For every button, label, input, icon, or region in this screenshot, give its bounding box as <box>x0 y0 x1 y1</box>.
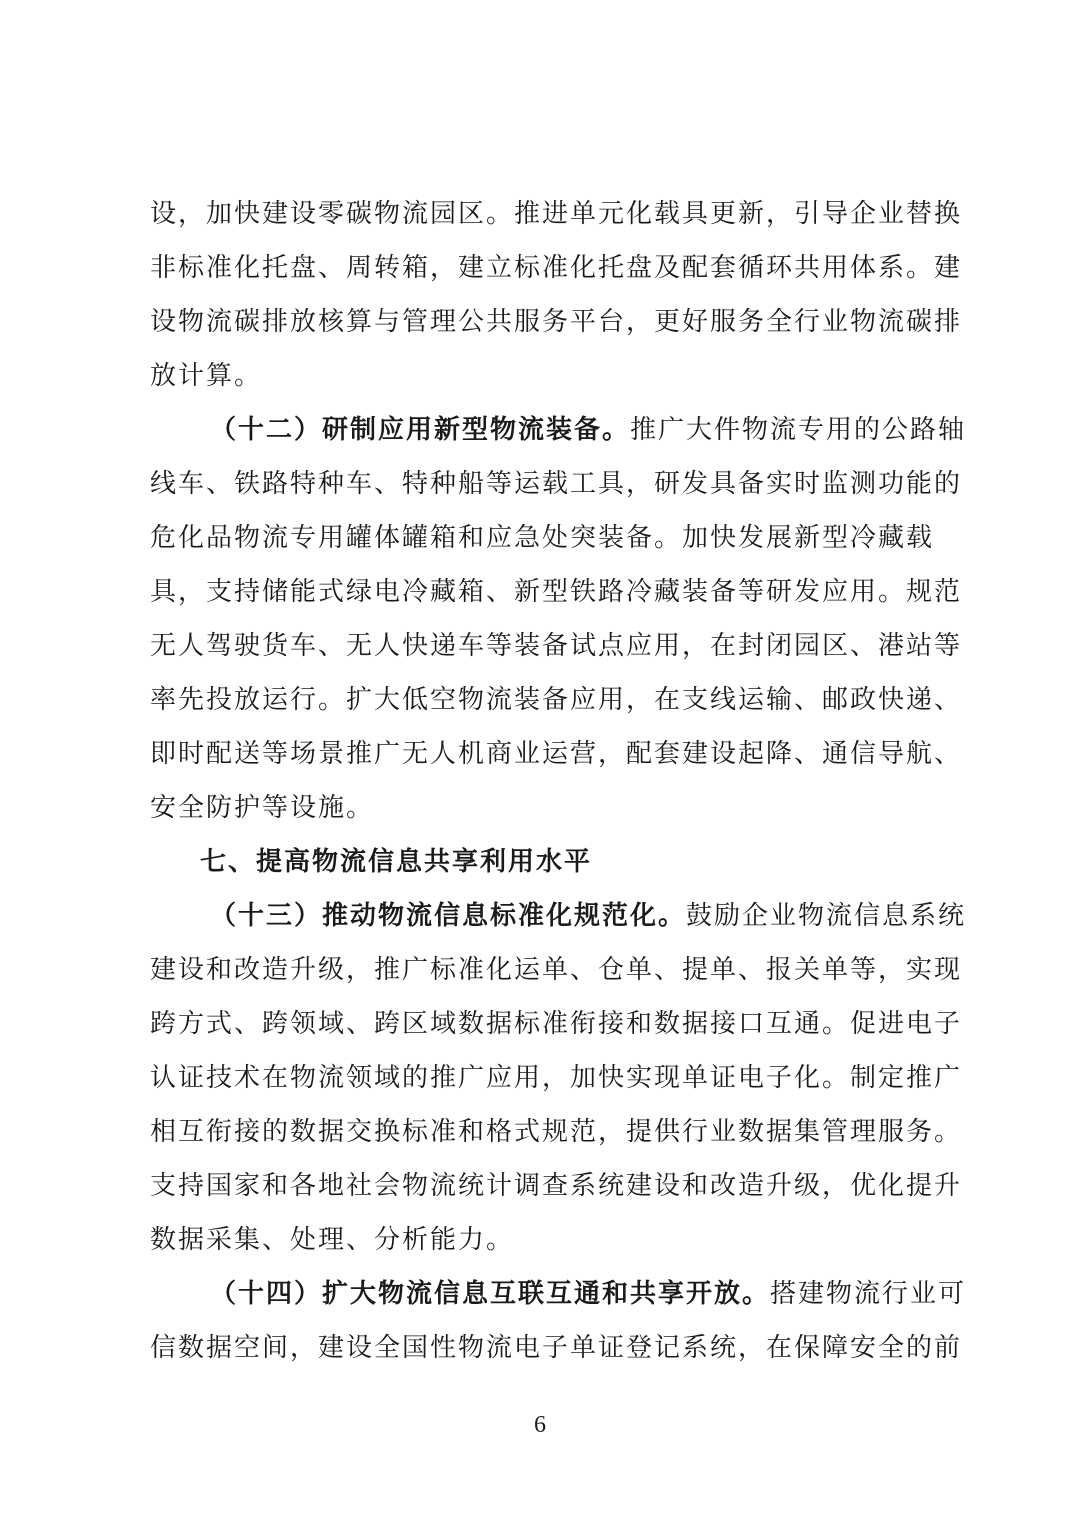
paragraph-line: 具，支持储能式绿电冷藏箱、新型铁路冷藏装备等研发应用。规范 <box>150 577 963 607</box>
paragraph-line: 认证技术在物流领域的推广应用，加快实现单证电子化。制定推广 <box>150 1063 963 1093</box>
paragraph-line: 安全防护等设施。 <box>150 793 375 823</box>
paragraph-line: 数据采集、处理、分析能力。 <box>150 1225 515 1255</box>
paragraph-line: 危化品物流专用罐体罐箱和应急处突装备。加快发展新型冷藏载 <box>150 523 935 553</box>
paragraph-line: 相互衔接的数据交换标准和格式规范，提供行业数据集管理服务。 <box>150 1117 963 1147</box>
paragraph-line: 设，加快建设零碳物流园区。推进单元化载具更新，引导企业替换 <box>150 199 963 229</box>
page-number: 6 <box>534 1412 546 1438</box>
paragraph-lead: （十二）研制应用新型物流装备。 <box>210 415 631 445</box>
paragraph-lead: （十三）推动物流信息标准化规范化。 <box>210 901 687 931</box>
paragraph-line: 放计算。 <box>150 361 263 391</box>
paragraph-line: 率先投放运行。扩大低空物流装备应用，在支线运输、邮政快递、 <box>150 685 963 715</box>
paragraph-line: 建设和改造升级，推广标准化运单、仓单、提单、报关单等，实现 <box>150 955 963 985</box>
paragraph-line: 设物流碳排放核算与管理公共服务平台，更好服务全行业物流碳排 <box>150 307 963 337</box>
paragraph-first-line <box>210 410 967 450</box>
paragraph-first-line <box>210 896 967 936</box>
paragraph-lead: （十四）扩大物流信息互联互通和共享开放。 <box>210 1279 771 1309</box>
paragraph-line: 非标准化托盘、周转箱，建立标准化托盘及配套循环共用体系。建 <box>150 253 963 283</box>
paragraph-line: 即时配送等场景推广无人机商业运营，配套建设起降、通信导航、 <box>150 739 963 769</box>
paragraph-line: 无人驾驶货车、无人快递车等装备试点应用，在封闭园区、港站等 <box>150 631 963 661</box>
paragraph-line: 支持国家和各地社会物流统计调查系统建设和改造升级，优化提升 <box>150 1171 963 1201</box>
paragraph-first-line <box>210 1274 967 1314</box>
paragraph-line: 信数据空间，建设全国性物流电子单证登记系统，在保障安全的前 <box>150 1333 963 1363</box>
paragraph-text: 鼓励企业物流信息系统 <box>686 901 967 931</box>
paragraph-line: 跨方式、跨领域、跨区域数据标准衔接和数据接口互通。促进电子 <box>150 1009 963 1039</box>
paragraph-text: 推广大件物流专用的公路轴 <box>630 415 967 445</box>
paragraph-line: 线车、铁路特种车、特种船等运载工具，研发具备实时监测功能的 <box>150 469 963 499</box>
section-heading: 七、提高物流信息共享利用水平 <box>200 847 593 877</box>
paragraph-text: 搭建物流行业可 <box>770 1279 967 1309</box>
